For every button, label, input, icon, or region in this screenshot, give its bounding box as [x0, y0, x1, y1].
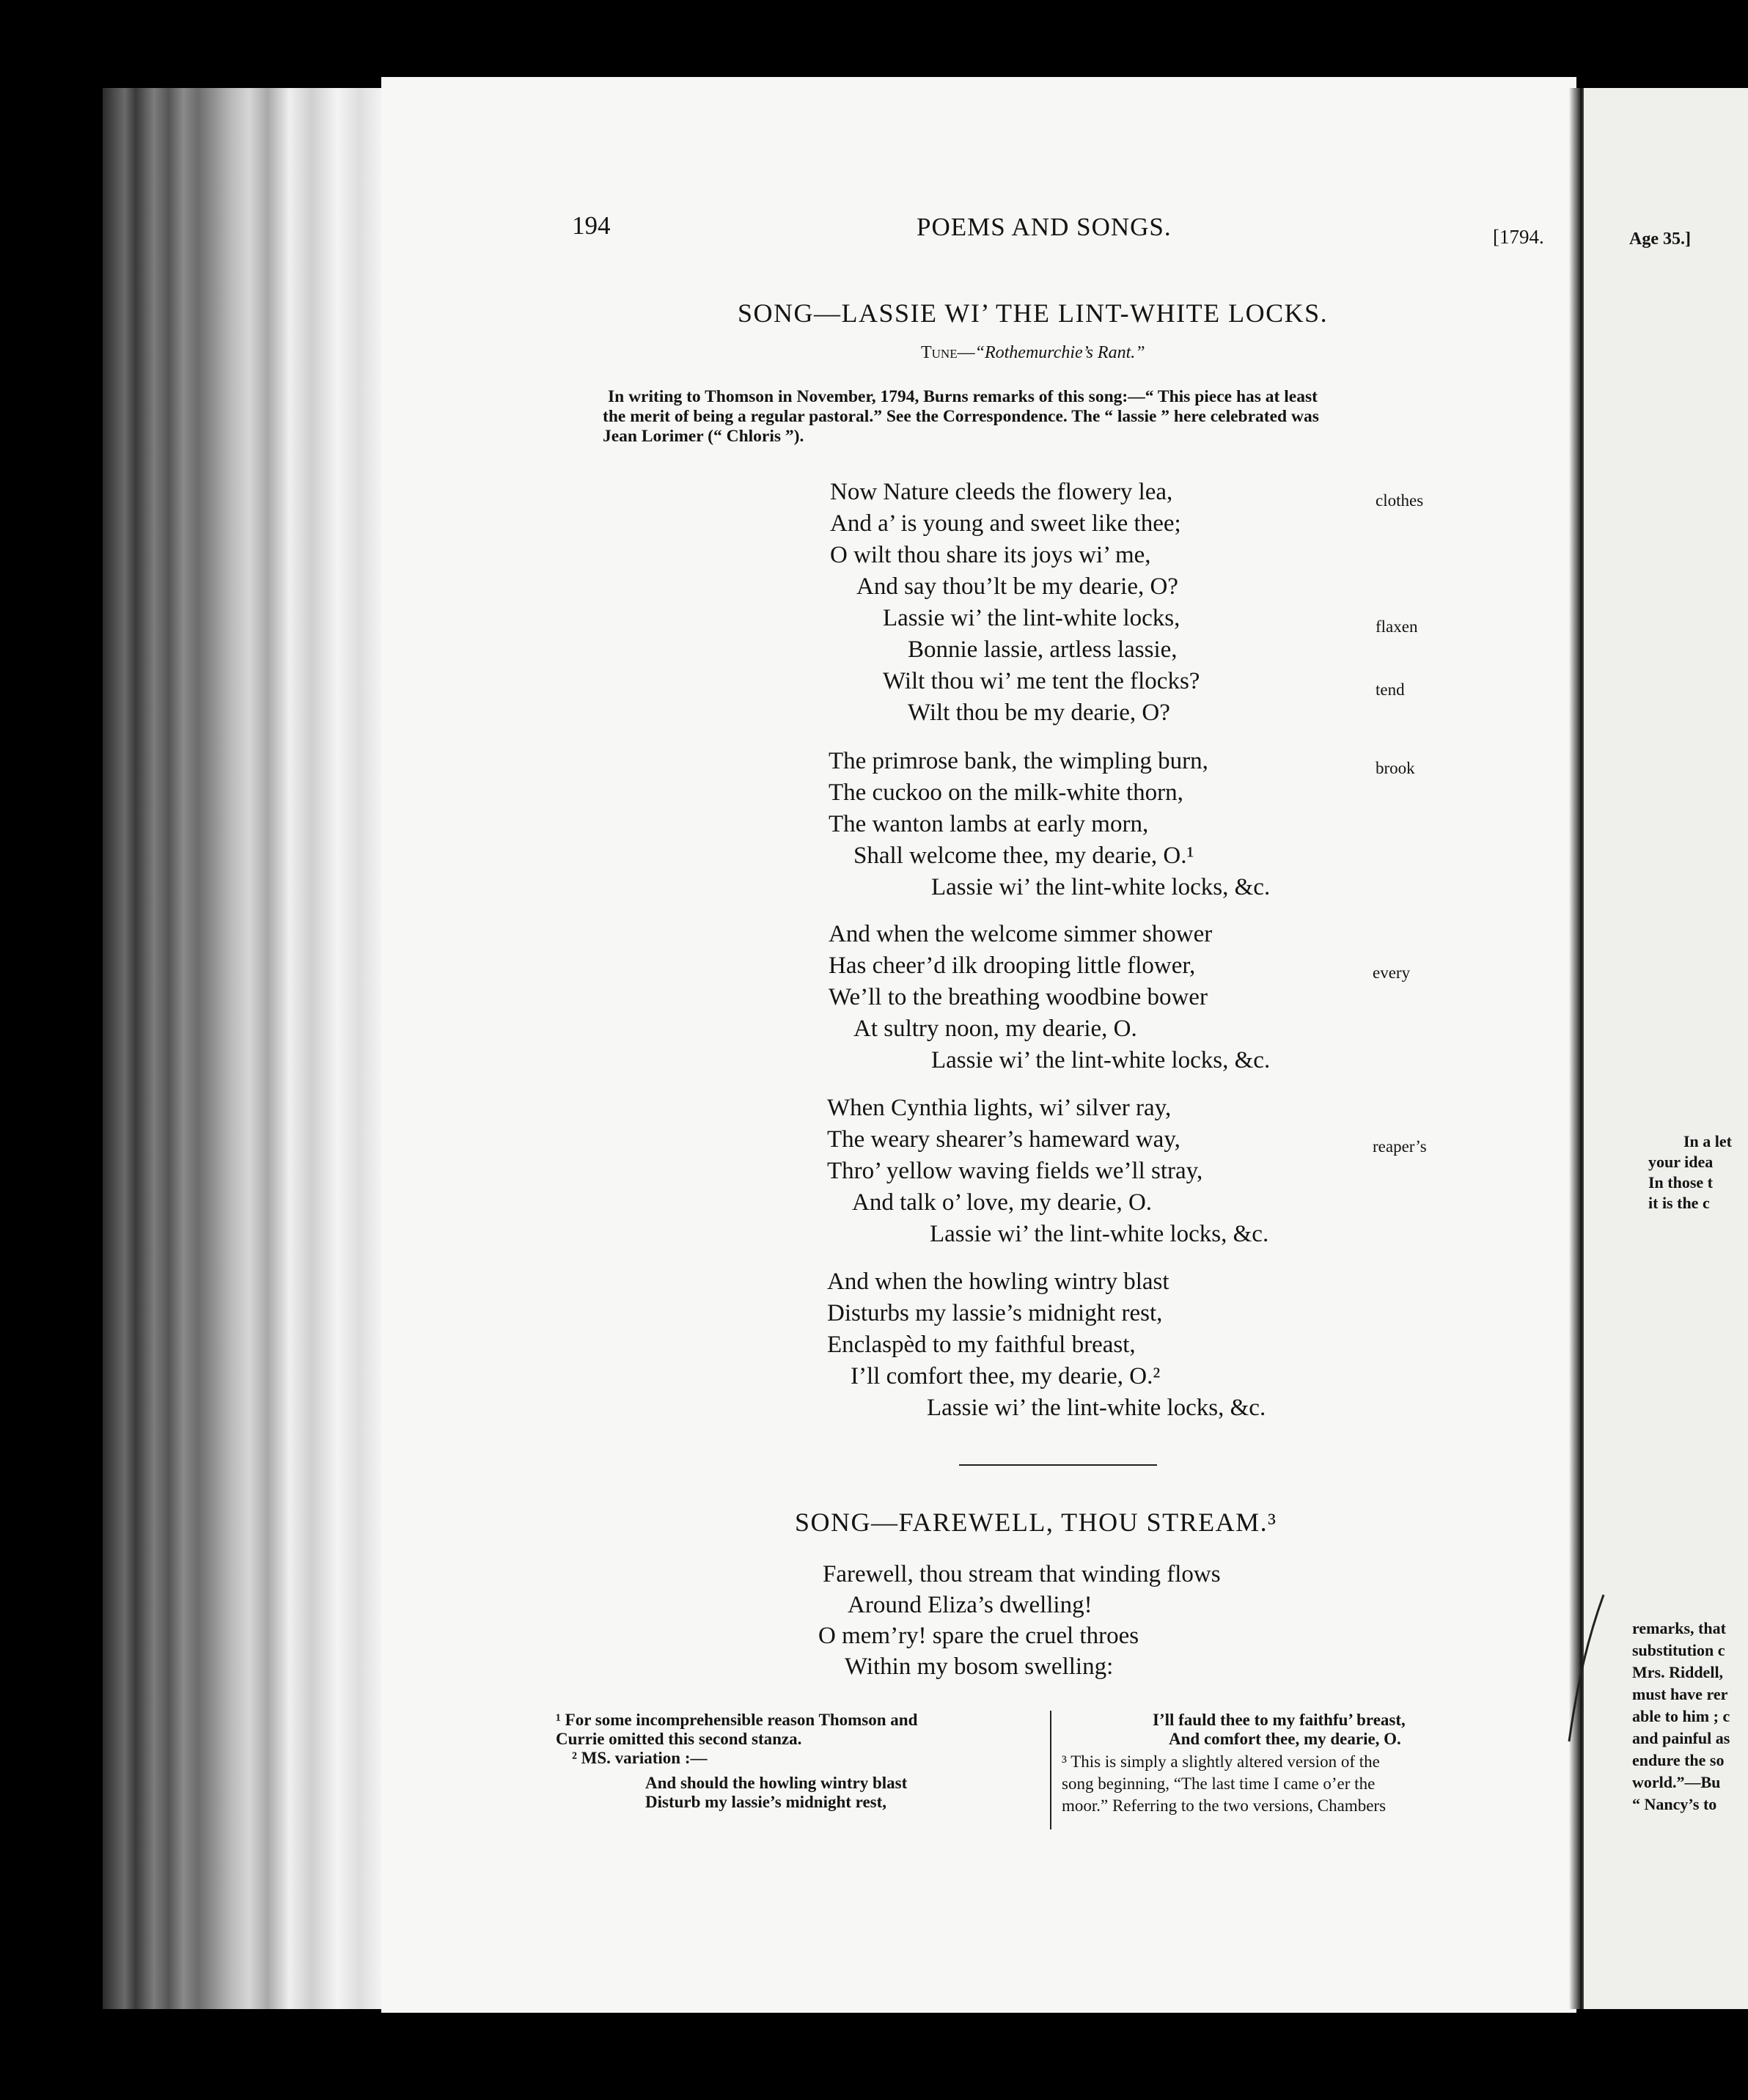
footnote-column-divider [1050, 1711, 1051, 1829]
facing-text: remarks, that [1632, 1619, 1726, 1637]
verse-line: Wilt thou be my dearie, O? [908, 700, 1170, 726]
running-title: POEMS AND SONGS. [917, 213, 1172, 241]
verse-line: Enclaspèd to my faithful breast, [827, 1332, 1136, 1358]
song1-title: SONG—LASSIE WI’ THE LINT-WHITE LOCKS. [738, 298, 1329, 328]
verse-line: The weary shearer’s hameward way, [827, 1126, 1180, 1153]
footnote-line: Disturb my lassie’s midnight rest, [645, 1793, 887, 1811]
facing-text: “ Nancy’s to [1632, 1795, 1717, 1813]
book-page-edges [103, 88, 389, 2009]
gloss: flaxen [1376, 617, 1418, 636]
intro-line: the merit of being a regular pastoral.” See the Correspondence. The “ lassie ” here celebrated was [603, 407, 1319, 426]
verse-line: Lassie wi’ the lint-white locks, &c. [931, 1047, 1271, 1073]
verse-line: Lassie wi’ the lint-white locks, &c. [931, 874, 1271, 900]
tune-prefix: Tune— [921, 343, 975, 362]
verse-line: O wilt thou share its joys wi’ me, [830, 542, 1151, 568]
verse-line: Disturbs my lassie’s midnight rest, [827, 1300, 1163, 1326]
facing-text: substitution c [1632, 1641, 1725, 1659]
verse-line: Has cheer’d ilk drooping little flower, [829, 952, 1196, 979]
verse-line: Wilt thou wi’ me tent the flocks? [883, 668, 1200, 694]
footnote-line: I’ll fauld thee to my faithfu’ breast, [1153, 1711, 1406, 1729]
verse-line: The primrose bank, the wimpling burn, [829, 748, 1208, 774]
pencil-mark [1563, 1591, 1607, 1745]
gloss: clothes [1376, 491, 1424, 510]
verse-line: O mem’ry! spare the cruel throes [818, 1623, 1139, 1649]
footnote-line: ¹ For some incomprehensible reason Thomson and [556, 1711, 918, 1729]
facing-text: world.”—Bu [1632, 1773, 1721, 1791]
facing-page-header: Age 35.] [1629, 230, 1691, 249]
footnote-line: And should the howling wintry blast [645, 1774, 908, 1792]
verse-line: We’ll to the breathing woodbine bower [829, 984, 1208, 1010]
verse-line: Thro’ yellow waving fields we’ll stray, [827, 1158, 1203, 1184]
footnote-line: song beginning, “The last time I came o’er the [1062, 1774, 1376, 1793]
gloss: tend [1376, 680, 1405, 699]
gloss: brook [1376, 759, 1415, 777]
facing-text: In a let [1683, 1132, 1732, 1150]
verse-line: Shall welcome thee, my dearie, O.¹ [853, 842, 1194, 869]
verse-line: Lassie wi’ the lint-white locks, &c. [930, 1221, 1269, 1247]
footnote-line: And comfort thee, my dearie, O. [1169, 1730, 1401, 1748]
gloss: every [1373, 963, 1411, 982]
verse-line: And say thou’lt be my dearie, O? [856, 573, 1178, 600]
verse-line: Lassie wi’ the lint-white locks, &c. [927, 1395, 1266, 1421]
intro-line: In writing to Thomson in November, 1794, Burns remarks of this song:—“ This piece has at least [608, 387, 1318, 406]
verse-line: And when the welcome simmer shower [829, 921, 1213, 947]
verse-line: The cuckoo on the milk-white thorn, [829, 779, 1183, 806]
page-number: 194 [572, 211, 611, 240]
facing-text: it is the c [1648, 1194, 1710, 1212]
verse-line: When Cynthia lights, wi’ silver ray, [827, 1095, 1172, 1121]
footnote-line: moor.” Referring to the two versions, Chambers [1062, 1796, 1387, 1815]
tune-name: “Rothemurchie’s Rant.” [974, 343, 1145, 362]
verse-line: Farewell, thou stream that winding flows [823, 1561, 1221, 1587]
section-divider [959, 1464, 1157, 1466]
verse-line: The wanton lambs at early morn, [829, 811, 1149, 837]
song1-tune [921, 343, 1145, 363]
verse-line: Bonnie lassie, artless lassie, [908, 636, 1178, 663]
year-bracket: [1794. [1493, 226, 1544, 248]
footnote-line: Currie omitted this second stanza. [556, 1730, 802, 1748]
footnote-line: ³ This is simply a slightly altered version of the [1062, 1752, 1380, 1771]
verse-line: I’ll comfort thee, my dearie, O.² [851, 1363, 1161, 1389]
song2-title: SONG—FAREWELL, THOU STREAM.³ [795, 1508, 1277, 1537]
facing-text: your idea [1648, 1153, 1714, 1171]
facing-text: endure the so [1632, 1751, 1725, 1769]
verse-line: Around Eliza’s dwelling! [848, 1592, 1092, 1618]
facing-text: must have rer [1632, 1685, 1728, 1703]
gloss: reaper’s [1373, 1137, 1427, 1156]
verse-line: At sultry noon, my dearie, O. [853, 1016, 1137, 1042]
facing-text: able to him ; c [1632, 1707, 1730, 1725]
facing-text: In those t [1648, 1173, 1714, 1192]
facing-text: and painful as [1632, 1729, 1730, 1747]
verse-line: Within my bosom swelling: [845, 1653, 1114, 1680]
verse-line: Now Nature cleeds the flowery lea, [830, 479, 1173, 505]
verse-line: And a’ is young and sweet like thee; [830, 510, 1181, 537]
footnote-line: ² MS. variation :— [572, 1749, 708, 1767]
intro-line: Jean Lorimer (“ Chloris ”). [603, 427, 804, 446]
facing-text: Mrs. Riddell, [1632, 1663, 1724, 1681]
verse-line: Lassie wi’ the lint-white locks, [883, 605, 1180, 631]
verse-line: And talk o’ love, my dearie, O. [852, 1189, 1153, 1216]
verse-line: And when the howling wintry blast [827, 1269, 1169, 1295]
